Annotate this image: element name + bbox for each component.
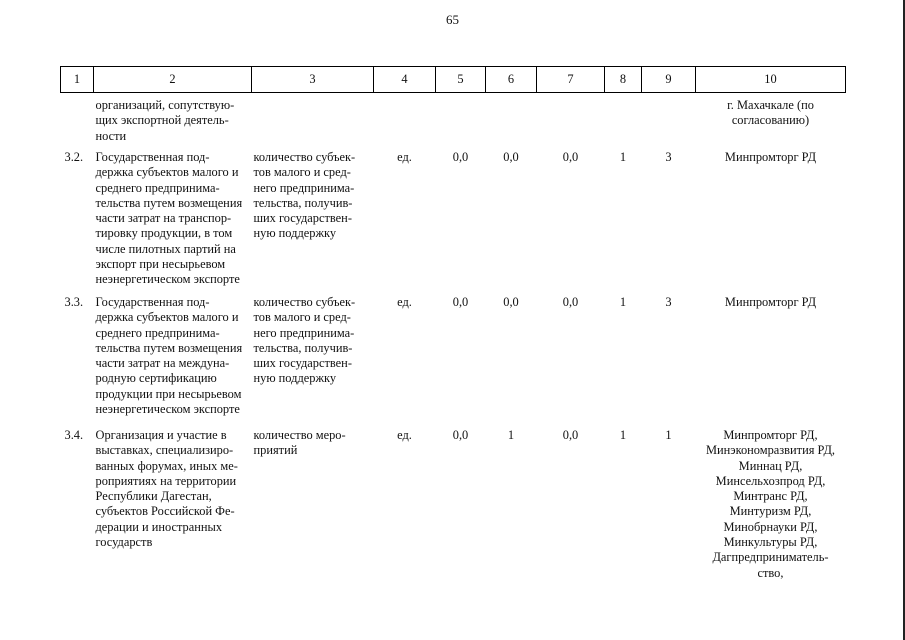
header-row — [61, 67, 846, 93]
value-cell-v7: 0,0 — [562, 428, 579, 442]
measure-name-line: Республики Дагестан, — [95, 489, 212, 504]
unit-cell — [374, 93, 436, 151]
executor-line: Дагпредприниматель- — [712, 550, 829, 565]
executor-line: Минтуризм РД, — [729, 504, 812, 519]
item-number: 3.4. — [64, 428, 84, 442]
value-cell-v7: 0,0 — [562, 150, 579, 164]
indicator-line: количество субъек- — [253, 150, 356, 164]
executor-line: Минпромторг РД, — [723, 428, 818, 442]
measure-name-line: среднего предпринима- — [95, 180, 220, 195]
measure-name-line: продукции при несырьевом — [95, 386, 242, 401]
responsible-executor — [696, 93, 846, 151]
indicator-line: него предпринима- — [253, 325, 355, 340]
col-header-4: 4 — [374, 67, 436, 93]
indicator-line: количество меро- — [253, 428, 346, 442]
measure-name-line: ванных форумах, иных ме- — [95, 458, 238, 473]
col-header-2: 2 — [94, 67, 252, 93]
page-number: 65 — [446, 12, 459, 27]
indicator-line: тельства, получив- — [253, 195, 353, 210]
value-cell-v8 — [605, 93, 642, 151]
executor-line: ство, — [757, 565, 784, 580]
measure-name-line: среднего предпринима- — [95, 325, 220, 340]
indicator-line: тельства, получив- — [253, 340, 353, 355]
executor-line: Минпромторг РД — [724, 295, 817, 309]
measure-name-line: неэнергетическом экспорте — [95, 272, 240, 287]
value-cell-v7: 0,0 — [562, 295, 579, 309]
indicator-name — [252, 93, 374, 151]
measure-name-line: ности — [95, 128, 127, 143]
value-cell-v5: 0,0 — [452, 150, 469, 164]
value-cell-v6: 0,0 — [503, 150, 519, 164]
value-cell-v9 — [642, 93, 696, 151]
table-row — [61, 295, 846, 428]
measure-name-line: Организация и участие в — [95, 428, 227, 442]
measure-name-line: родную сертификацию — [95, 371, 217, 386]
unit-cell: ед. — [397, 295, 412, 309]
measure-name-line: части затрат на транспор- — [95, 211, 232, 226]
measure-name — [94, 150, 252, 295]
measure-name-line: числе пилотных партий на — [95, 241, 236, 256]
executor-line: Минэкономразвития РД, — [705, 443, 836, 458]
value-cell-v9: 3 — [665, 295, 672, 309]
measure-name-line: неэнергетическом экспорте — [95, 402, 240, 417]
measure-name-line: держка субъектов малого и — [95, 310, 239, 325]
value-cell-v8: 1 — [619, 150, 627, 164]
responsible-executor — [696, 150, 846, 295]
executor-line: Минпромторг РД — [724, 150, 817, 164]
measure-name-line: тельства путем возмещения — [95, 195, 243, 210]
value-cell-v8: 1 — [619, 428, 627, 442]
indicator-name — [252, 428, 374, 588]
item-number: 3.3. — [64, 295, 84, 309]
executor-line: Минкультуры РД, — [723, 535, 818, 550]
responsible-executor — [696, 428, 846, 588]
executor-line: согласованию) — [731, 113, 810, 128]
item-number: 3.2. — [64, 150, 84, 164]
table-row — [61, 150, 846, 295]
indicator-line: ную поддержку — [253, 226, 337, 241]
indicator-line: количество субъек- — [253, 295, 356, 309]
value-cell-v9: 3 — [665, 150, 672, 164]
value-cell-v9: 1 — [665, 428, 672, 442]
measure-name-line: организаций, сопутствую- — [95, 98, 235, 112]
indicator-line: ную поддержку — [253, 371, 337, 386]
measure-name-line: Государственная под- — [95, 295, 210, 309]
executor-line: Минобрнауки РД, — [723, 519, 818, 534]
indicator-line: него предпринима- — [253, 180, 355, 195]
measure-name — [94, 295, 252, 428]
measure-name-line: дерации и иностранных — [95, 519, 223, 534]
executor-line: Минсельхозпрод РД, — [715, 473, 826, 488]
indicator-name — [252, 295, 374, 428]
executor-line: Минтранс РД, — [733, 489, 808, 504]
measure-name — [94, 428, 252, 588]
indicator-line: тов малого и сред- — [253, 310, 351, 325]
measure-name-line: Государственная под- — [95, 150, 210, 164]
measure-name-line: экспорт при несырьевом — [95, 257, 226, 272]
indicator-name — [252, 150, 374, 295]
col-header-9: 9 — [642, 67, 696, 93]
col-header-10: 10 — [696, 67, 846, 93]
value-cell-v5: 0,0 — [452, 428, 469, 442]
value-cell-v6: 0,0 — [503, 295, 519, 309]
measure-name-line: держка субъектов малого и — [95, 165, 239, 180]
indicator-line: тов малого и сред- — [253, 165, 351, 180]
col-header-3: 3 — [252, 67, 374, 93]
item-number — [61, 93, 94, 151]
measure-name-line: тировку продукции, в том — [95, 226, 233, 241]
measure-name-line: части затрат на междуна- — [95, 356, 230, 371]
col-header-5: 5 — [436, 67, 486, 93]
executor-line: Миннац РД, — [738, 458, 803, 473]
table-row — [61, 93, 846, 151]
measure-name-line: тельства путем возмещения — [95, 340, 243, 355]
col-header-6: 6 — [486, 67, 537, 93]
indicator-line: ших государствен- — [253, 356, 352, 371]
indicator-line: ших государствен- — [253, 211, 352, 226]
measure-name-line: государств — [95, 535, 153, 550]
unit-cell: ед. — [397, 428, 412, 442]
col-header-1: 1 — [61, 67, 94, 93]
measure-name-line: роприятиях на территории — [95, 473, 237, 488]
value-cell-v6: 1 — [507, 428, 515, 442]
value-cell-v5 — [436, 93, 486, 151]
measure-name-line: щих экспортной деятель- — [95, 113, 229, 128]
measure-name — [94, 93, 252, 151]
responsible-executor — [696, 295, 846, 428]
value-cell-v6 — [486, 93, 537, 151]
value-cell-v7 — [537, 93, 605, 151]
executor-line: г. Махачкале (по — [727, 98, 814, 112]
col-header-8: 8 — [605, 67, 642, 93]
value-cell-v5: 0,0 — [452, 295, 469, 309]
measure-name-line: субъектов Российской Фе- — [95, 504, 235, 519]
table-row — [61, 428, 846, 588]
indicator-line: приятий — [253, 443, 298, 458]
unit-cell: ед. — [397, 150, 412, 164]
measure-name-line: выставках, специализиро- — [95, 443, 234, 458]
col-header-7: 7 — [537, 67, 605, 93]
value-cell-v8: 1 — [619, 295, 627, 309]
program-table — [60, 66, 846, 588]
